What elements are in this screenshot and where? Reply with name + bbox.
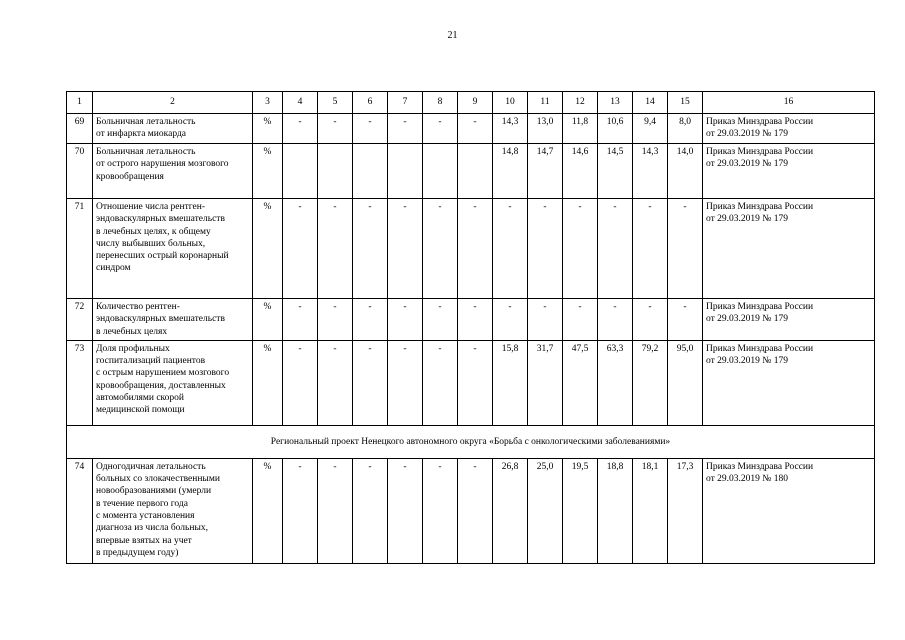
header-cell: 4 bbox=[283, 92, 318, 114]
value-cell: - bbox=[493, 199, 528, 299]
indicator-name-line: в течение первого года bbox=[96, 498, 188, 509]
value-cell: - bbox=[493, 299, 528, 341]
value-cell: - bbox=[598, 199, 633, 299]
source-cell bbox=[703, 340, 875, 425]
indicator-name-line: числу выбывших больных, bbox=[96, 238, 206, 249]
table-row bbox=[67, 458, 875, 563]
table-row bbox=[67, 299, 875, 341]
value-cell: - bbox=[458, 340, 493, 425]
value-cell: - bbox=[598, 299, 633, 341]
source-line: Приказ Минздрава России bbox=[706, 117, 814, 127]
source-cell bbox=[703, 144, 875, 199]
value-cell: - bbox=[318, 114, 353, 144]
row-number-cell: 69 bbox=[67, 114, 93, 144]
unit-cell: % bbox=[253, 144, 283, 199]
value-cell: 95,0 bbox=[668, 340, 703, 425]
value-cell bbox=[388, 144, 423, 199]
value-cell: - bbox=[283, 340, 318, 425]
value-cell: 47,5 bbox=[563, 340, 598, 425]
value-cell: - bbox=[668, 199, 703, 299]
value-cell: 26,8 bbox=[493, 458, 528, 563]
row-number-cell: 71 bbox=[67, 199, 93, 299]
value-cell: - bbox=[388, 299, 423, 341]
value-cell: 14,3 bbox=[493, 114, 528, 144]
value-cell: - bbox=[318, 458, 353, 563]
value-cell: 14,0 bbox=[668, 144, 703, 199]
unit-cell: % bbox=[253, 299, 283, 341]
value-cell bbox=[353, 144, 388, 199]
indicator-name-line: Доля профильных bbox=[96, 343, 170, 354]
source-line: от 29.03.2019 № 179 bbox=[706, 129, 788, 140]
indicator-name-line: с момента установления bbox=[96, 511, 195, 522]
value-cell: 14,3 bbox=[633, 144, 668, 199]
value-cell: - bbox=[353, 340, 388, 425]
row-number-cell: 73 bbox=[67, 340, 93, 425]
value-cell bbox=[283, 144, 318, 199]
value-cell: - bbox=[563, 299, 598, 341]
indicator-name-line: Количество рентген- bbox=[96, 302, 180, 312]
unit-cell: % bbox=[253, 114, 283, 144]
value-cell: 8,0 bbox=[668, 114, 703, 144]
header-cell: 8 bbox=[423, 92, 458, 114]
value-cell: - bbox=[283, 114, 318, 144]
value-cell bbox=[458, 144, 493, 199]
value-cell: - bbox=[633, 199, 668, 299]
indicator-name-line: от острого нарушения мозгового bbox=[96, 159, 229, 170]
value-cell: 79,2 bbox=[633, 340, 668, 425]
value-cell: 10,6 bbox=[598, 114, 633, 144]
indicator-name-line: впервые взятых на учет bbox=[96, 535, 192, 546]
value-cell: - bbox=[353, 458, 388, 563]
value-cell: - bbox=[423, 299, 458, 341]
indicator-name-line: Больничная летальность bbox=[96, 117, 196, 127]
indicator-name-line: перенесших острый коронарный bbox=[96, 251, 229, 262]
row-number-cell: 72 bbox=[67, 299, 93, 341]
header-cell: 3 bbox=[253, 92, 283, 114]
value-cell: - bbox=[423, 340, 458, 425]
header-cell: 5 bbox=[318, 92, 353, 114]
indicator-name-line: Больничная летальность bbox=[96, 147, 196, 157]
header-cell: 9 bbox=[458, 92, 493, 114]
value-cell: 14,5 bbox=[598, 144, 633, 199]
value-cell: - bbox=[563, 199, 598, 299]
value-cell: 13,0 bbox=[528, 114, 563, 144]
indicator-name-cell bbox=[93, 340, 253, 425]
indicator-name-line: от инфаркта миокарда bbox=[96, 129, 186, 140]
value-cell: 17,3 bbox=[668, 458, 703, 563]
value-cell: 31,7 bbox=[528, 340, 563, 425]
value-cell: - bbox=[283, 299, 318, 341]
header-cell: 6 bbox=[353, 92, 388, 114]
value-cell: - bbox=[633, 299, 668, 341]
header-cell: 15 bbox=[668, 92, 703, 114]
indicator-name-line: в лечебных целях, к общему bbox=[96, 226, 211, 237]
source-line: от 29.03.2019 № 179 bbox=[706, 159, 788, 170]
value-cell: - bbox=[283, 199, 318, 299]
indicator-name-line: в лечебных целях bbox=[96, 326, 168, 337]
value-cell: - bbox=[528, 199, 563, 299]
header-cell: 14 bbox=[633, 92, 668, 114]
indicator-name-line: госпитализаций пациентов bbox=[96, 356, 206, 367]
header-cell: 13 bbox=[598, 92, 633, 114]
source-cell bbox=[703, 114, 875, 144]
indicator-name-line: больных со злокачественными bbox=[96, 474, 220, 485]
indicator-name-cell bbox=[93, 199, 253, 299]
header-cell: 16 bbox=[703, 92, 875, 114]
value-cell: - bbox=[283, 458, 318, 563]
indicator-name-line: кровообращения bbox=[96, 171, 164, 182]
row-number-cell: 70 bbox=[67, 144, 93, 199]
header-cell: 11 bbox=[528, 92, 563, 114]
value-cell bbox=[423, 144, 458, 199]
value-cell: - bbox=[353, 114, 388, 144]
table-row bbox=[67, 114, 875, 144]
table-row bbox=[67, 199, 875, 299]
header-cell: 7 bbox=[388, 92, 423, 114]
indicator-name-line: автомобилями скорой bbox=[96, 393, 185, 404]
value-cell: - bbox=[388, 114, 423, 144]
indicator-name-line: синдром bbox=[96, 263, 131, 274]
source-line: Приказ Минздрава России bbox=[706, 147, 814, 157]
value-cell: - bbox=[458, 114, 493, 144]
header-cell: 1 bbox=[67, 92, 93, 114]
table-row bbox=[67, 144, 875, 199]
source-cell bbox=[703, 199, 875, 299]
source-line: Приказ Минздрава России bbox=[706, 202, 814, 212]
value-cell: 9,4 bbox=[633, 114, 668, 144]
value-cell: - bbox=[318, 199, 353, 299]
value-cell: 14,7 bbox=[528, 144, 563, 199]
value-cell: - bbox=[353, 299, 388, 341]
indicator-name-line: эндоваскулярных вмешательств bbox=[96, 314, 225, 325]
source-line: от 29.03.2019 № 180 bbox=[706, 474, 788, 485]
indicator-name-line: медицинской помощи bbox=[96, 405, 185, 416]
unit-cell: % bbox=[253, 199, 283, 299]
value-cell: - bbox=[318, 340, 353, 425]
value-cell: 18,1 bbox=[633, 458, 668, 563]
value-cell: - bbox=[458, 458, 493, 563]
header-cell: 10 bbox=[493, 92, 528, 114]
unit-cell: % bbox=[253, 340, 283, 425]
source-line: Приказ Минздрава России bbox=[706, 461, 814, 472]
section-title: Региональный проект Ненецкого автономного округа «Борьба с онкологическими заболеваниями» bbox=[67, 425, 875, 458]
indicator-name-line: в предыдущем году) bbox=[96, 547, 179, 558]
value-cell: - bbox=[528, 299, 563, 341]
source-line: от 29.03.2019 № 179 bbox=[706, 356, 788, 367]
indicator-name-cell bbox=[93, 144, 253, 199]
indicator-name-line: новообразованиями (умерли bbox=[96, 486, 212, 497]
indicator-name-cell bbox=[93, 299, 253, 341]
value-cell: - bbox=[388, 458, 423, 563]
value-cell: 25,0 bbox=[528, 458, 563, 563]
header-cell: 12 bbox=[563, 92, 598, 114]
section-row bbox=[67, 425, 875, 458]
indicator-name-line: диагноза из числа больных, bbox=[96, 523, 208, 534]
table-header-row bbox=[67, 92, 875, 114]
value-cell: 14,6 bbox=[563, 144, 598, 199]
header-cell: 2 bbox=[93, 92, 253, 114]
indicator-name-line: с острым нарушением мозгового bbox=[96, 368, 230, 379]
value-cell: 63,3 bbox=[598, 340, 633, 425]
indicator-name-cell bbox=[93, 114, 253, 144]
indicator-name-line: эндоваскулярных вмешательств bbox=[96, 214, 225, 225]
value-cell: - bbox=[318, 299, 353, 341]
value-cell: - bbox=[423, 114, 458, 144]
value-cell: - bbox=[353, 199, 388, 299]
value-cell: - bbox=[423, 458, 458, 563]
indicator-name-line: кровообращения, доставленных bbox=[96, 380, 226, 391]
value-cell: - bbox=[458, 299, 493, 341]
source-line: от 29.03.2019 № 179 bbox=[706, 314, 788, 325]
indicators-table bbox=[66, 91, 875, 564]
value-cell bbox=[318, 144, 353, 199]
source-line: Приказ Минздрава России bbox=[706, 343, 814, 354]
row-number-cell: 74 bbox=[67, 458, 93, 563]
indicator-name-line: Одногодичная летальность bbox=[96, 461, 206, 472]
value-cell: 18,8 bbox=[598, 458, 633, 563]
indicator-name-cell bbox=[93, 458, 253, 563]
value-cell: - bbox=[423, 199, 458, 299]
source-line: от 29.03.2019 № 179 bbox=[706, 214, 788, 225]
value-cell: 19,5 bbox=[563, 458, 598, 563]
source-cell bbox=[703, 458, 875, 563]
table-row bbox=[67, 340, 875, 425]
value-cell: 15,8 bbox=[493, 340, 528, 425]
source-line: Приказ Минздрава России bbox=[706, 302, 814, 312]
page-number: 21 bbox=[447, 30, 458, 41]
unit-cell: % bbox=[253, 458, 283, 563]
indicator-name-line: Отношение числа рентген- bbox=[96, 202, 205, 212]
value-cell: - bbox=[458, 199, 493, 299]
source-cell bbox=[703, 299, 875, 341]
value-cell: - bbox=[668, 299, 703, 341]
value-cell: - bbox=[388, 340, 423, 425]
value-cell: 11,8 bbox=[563, 114, 598, 144]
value-cell: 14,8 bbox=[493, 144, 528, 199]
value-cell: - bbox=[388, 199, 423, 299]
